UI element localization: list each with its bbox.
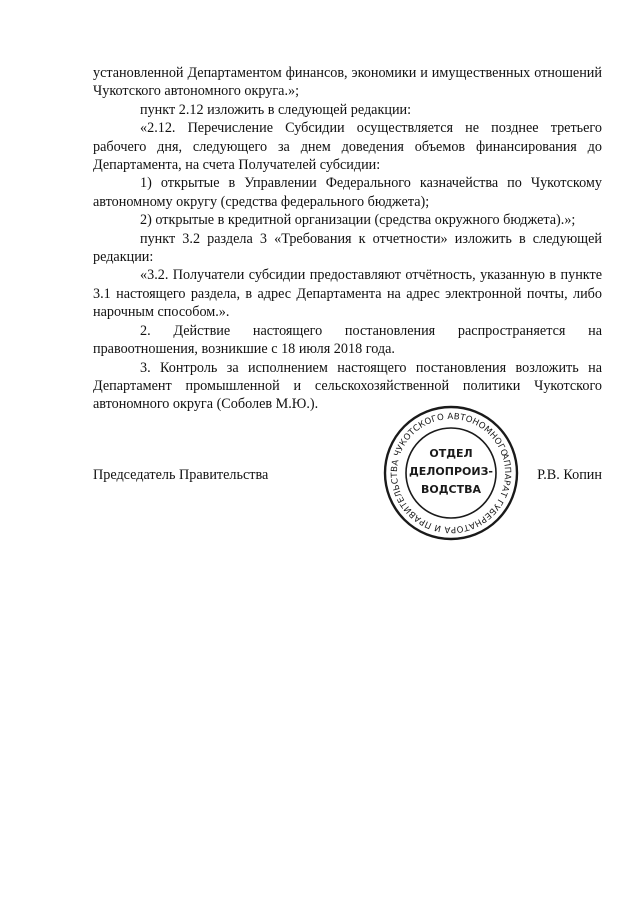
paragraph-3: «2.12. Перечисление Субсидии осуществляется не позднее третьего рабочего дня, следующего за днем доведения объемов финансирования до Департамента, на счета Получателей субсидии: xyxy=(93,120,602,174)
paragraph-6: пункт 3.2 раздела 3 «Требования к отчетности» изложить в следующей редакции: xyxy=(93,230,602,266)
stamp-line-2: ДЕЛОПРОИЗ- xyxy=(408,465,494,478)
signatory-name: Р.В. Копин xyxy=(537,467,602,483)
document-body xyxy=(93,64,602,414)
stamp-ring-text: АППАРАТ ГУБЕРНАТОРА И ПРАВИТЕЛЬСТВА ЧУКОТСКОГО АВТОНОМНОГО xyxy=(389,411,513,535)
paragraph-9: 3. Контроль за исполнением настоящего постановления возложить на Департамент промышленной и сельскохозяйственной политики Чукотского автономного округа (Соболев М.Ю.). xyxy=(93,359,602,413)
stamp-seal-graphic xyxy=(381,403,521,543)
official-stamp xyxy=(381,403,521,543)
paragraph-4: 1) открытые в Управлении Федерального казначейства по Чукотскому автономному округу (средства федерального бюджета); xyxy=(93,175,602,210)
paragraph-8: 2. Действие настоящего постановления распространяется на правоотношения, возникшие с 18 июля 2018 года. xyxy=(93,322,602,358)
paragraph-7: «3.2. Получатели субсидии предоставляют отчётность, указанную в пункте 3.1 настоящего раздела, в адрес Департамента на адрес электронной почты, либо нарочным способом.». xyxy=(93,267,602,321)
paragraph-1: установленной Департаментом финансов, экономики и имущественных отношений Чукотского автономного округа.»; xyxy=(93,65,602,100)
stamp-line-3: ВОДСТВА xyxy=(420,483,482,496)
paragraph-2: пункт 2.12 изложить в следующей редакции: xyxy=(140,101,412,118)
paragraph-5: 2) открытые в кредитной организации (средства окружного бюджета).»; xyxy=(140,212,576,229)
signatory-position: Председатель Правительства xyxy=(93,467,269,483)
stamp-line-1: ОТДЕЛ xyxy=(429,447,473,460)
